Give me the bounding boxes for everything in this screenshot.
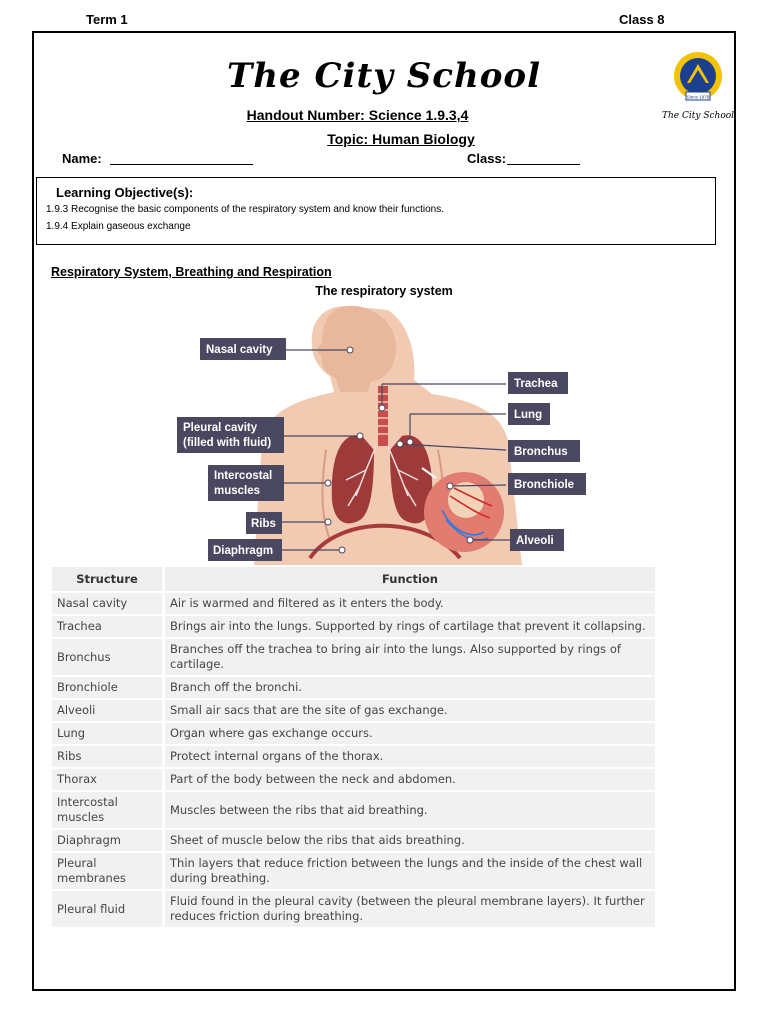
figure-title: The respiratory system [315,284,453,298]
function-cell: Branch off the bronchi. [165,677,655,698]
structure-cell: Diaphragm [52,830,165,851]
name-field[interactable] [110,164,253,165]
respiratory-system-diagram [170,300,590,565]
table-row [52,891,655,927]
handout-topic: Topic: Human Biology [327,131,475,147]
structure-cell: Trachea [52,616,165,637]
name-label: Name: [62,151,102,166]
function-cell: Part of the body between the neck and abdomen. [165,769,655,790]
table-row [52,746,655,767]
function-cell: Protect internal organs of the thorax. [165,746,655,767]
objective-item: 1.9.3 Recognise the basic components of the respiratory system and know their functions. [46,204,444,215]
objective-item: 1.9.4 Explain gaseous exchange [46,221,191,232]
label-trachea: Trachea [514,378,558,390]
structure-cell: Bronchiole [52,677,165,698]
table-row [52,593,655,614]
function-cell: Small air sacs that are the site of gas exchange. [165,700,655,721]
function-cell: Fluid found in the pleural cavity (between the pleural membrane layers). It further reduces friction during breathing. [165,891,655,927]
trachea-shape [378,386,388,446]
table-row [52,639,655,675]
label-diaphragm: Diaphragm [213,545,274,557]
function-cell: Air is warmed and filtered as it enters the body. [165,593,655,614]
logo-since-text: Since 1978 [686,94,710,100]
function-cell: Branches off the trachea to bring air into the lungs. Also supported by rings of cartilage. [165,639,655,675]
structure-cell: Pleural membranes [52,853,165,889]
objectives-title: Learning Objective(s): [56,185,194,200]
function-cell: Muscles between the ribs that aid breathing. [165,792,655,828]
structure-function-table [52,565,655,929]
header-function: Function [165,567,655,591]
label-nasal-cavity: Nasal cavity [206,344,273,356]
class-field[interactable] [507,164,580,165]
table-row [52,723,655,744]
table-row [52,853,655,889]
function-cell: Sheet of muscle below the ribs that aids breathing. [165,830,655,851]
table-row [52,769,655,790]
label-alveoli: Alveoli [516,535,554,547]
term-label: Term 1 [86,12,128,27]
structure-cell: Thorax [52,769,165,790]
structure-cell: Lung [52,723,165,744]
label-lung: Lung [514,409,543,421]
school-logo [670,50,726,106]
label-intercostal-sub: muscles [214,485,261,497]
label-pleural-cavity: Pleural cavity [183,422,258,434]
function-cell: Organ where gas exchange occurs. [165,723,655,744]
table-row [52,616,655,637]
structure-cell: Intercostal muscles [52,792,165,828]
header-structure: Structure [52,567,165,591]
table-row [52,830,655,851]
table-header-row [52,567,655,591]
class-field-label: Class: [467,151,507,166]
structure-cell: Alveoli [52,700,165,721]
function-cell: Brings air into the lungs. Supported by rings of cartilage that prevent it collapsing. [165,616,655,637]
section-title: Respiratory System, Breathing and Respiration [51,265,332,279]
structure-cell: Ribs [52,746,165,767]
table-row [52,792,655,828]
structure-cell: Bronchus [52,639,165,675]
label-intercostal: Intercostal [214,470,273,482]
label-bronchiole: Bronchiole [514,479,575,491]
label-bronchus: Bronchus [514,446,568,458]
label-pleural-cavity-sub: (filled with fluid) [183,437,272,449]
structure-cell: Nasal cavity [52,593,165,614]
handout-number: Handout Number: Science 1.9.3,4 [246,107,469,123]
table-row [52,677,655,698]
school-name: The City School [226,56,541,96]
logo-caption: The City School [662,111,735,121]
structure-cell: Pleural fluid [52,891,165,927]
function-cell: Thin layers that reduce friction between the lungs and the inside of the chest wall during breathing. [165,853,655,889]
class-grade-label: Class 8 [619,12,665,27]
table-row [52,700,655,721]
label-ribs: Ribs [251,518,276,530]
